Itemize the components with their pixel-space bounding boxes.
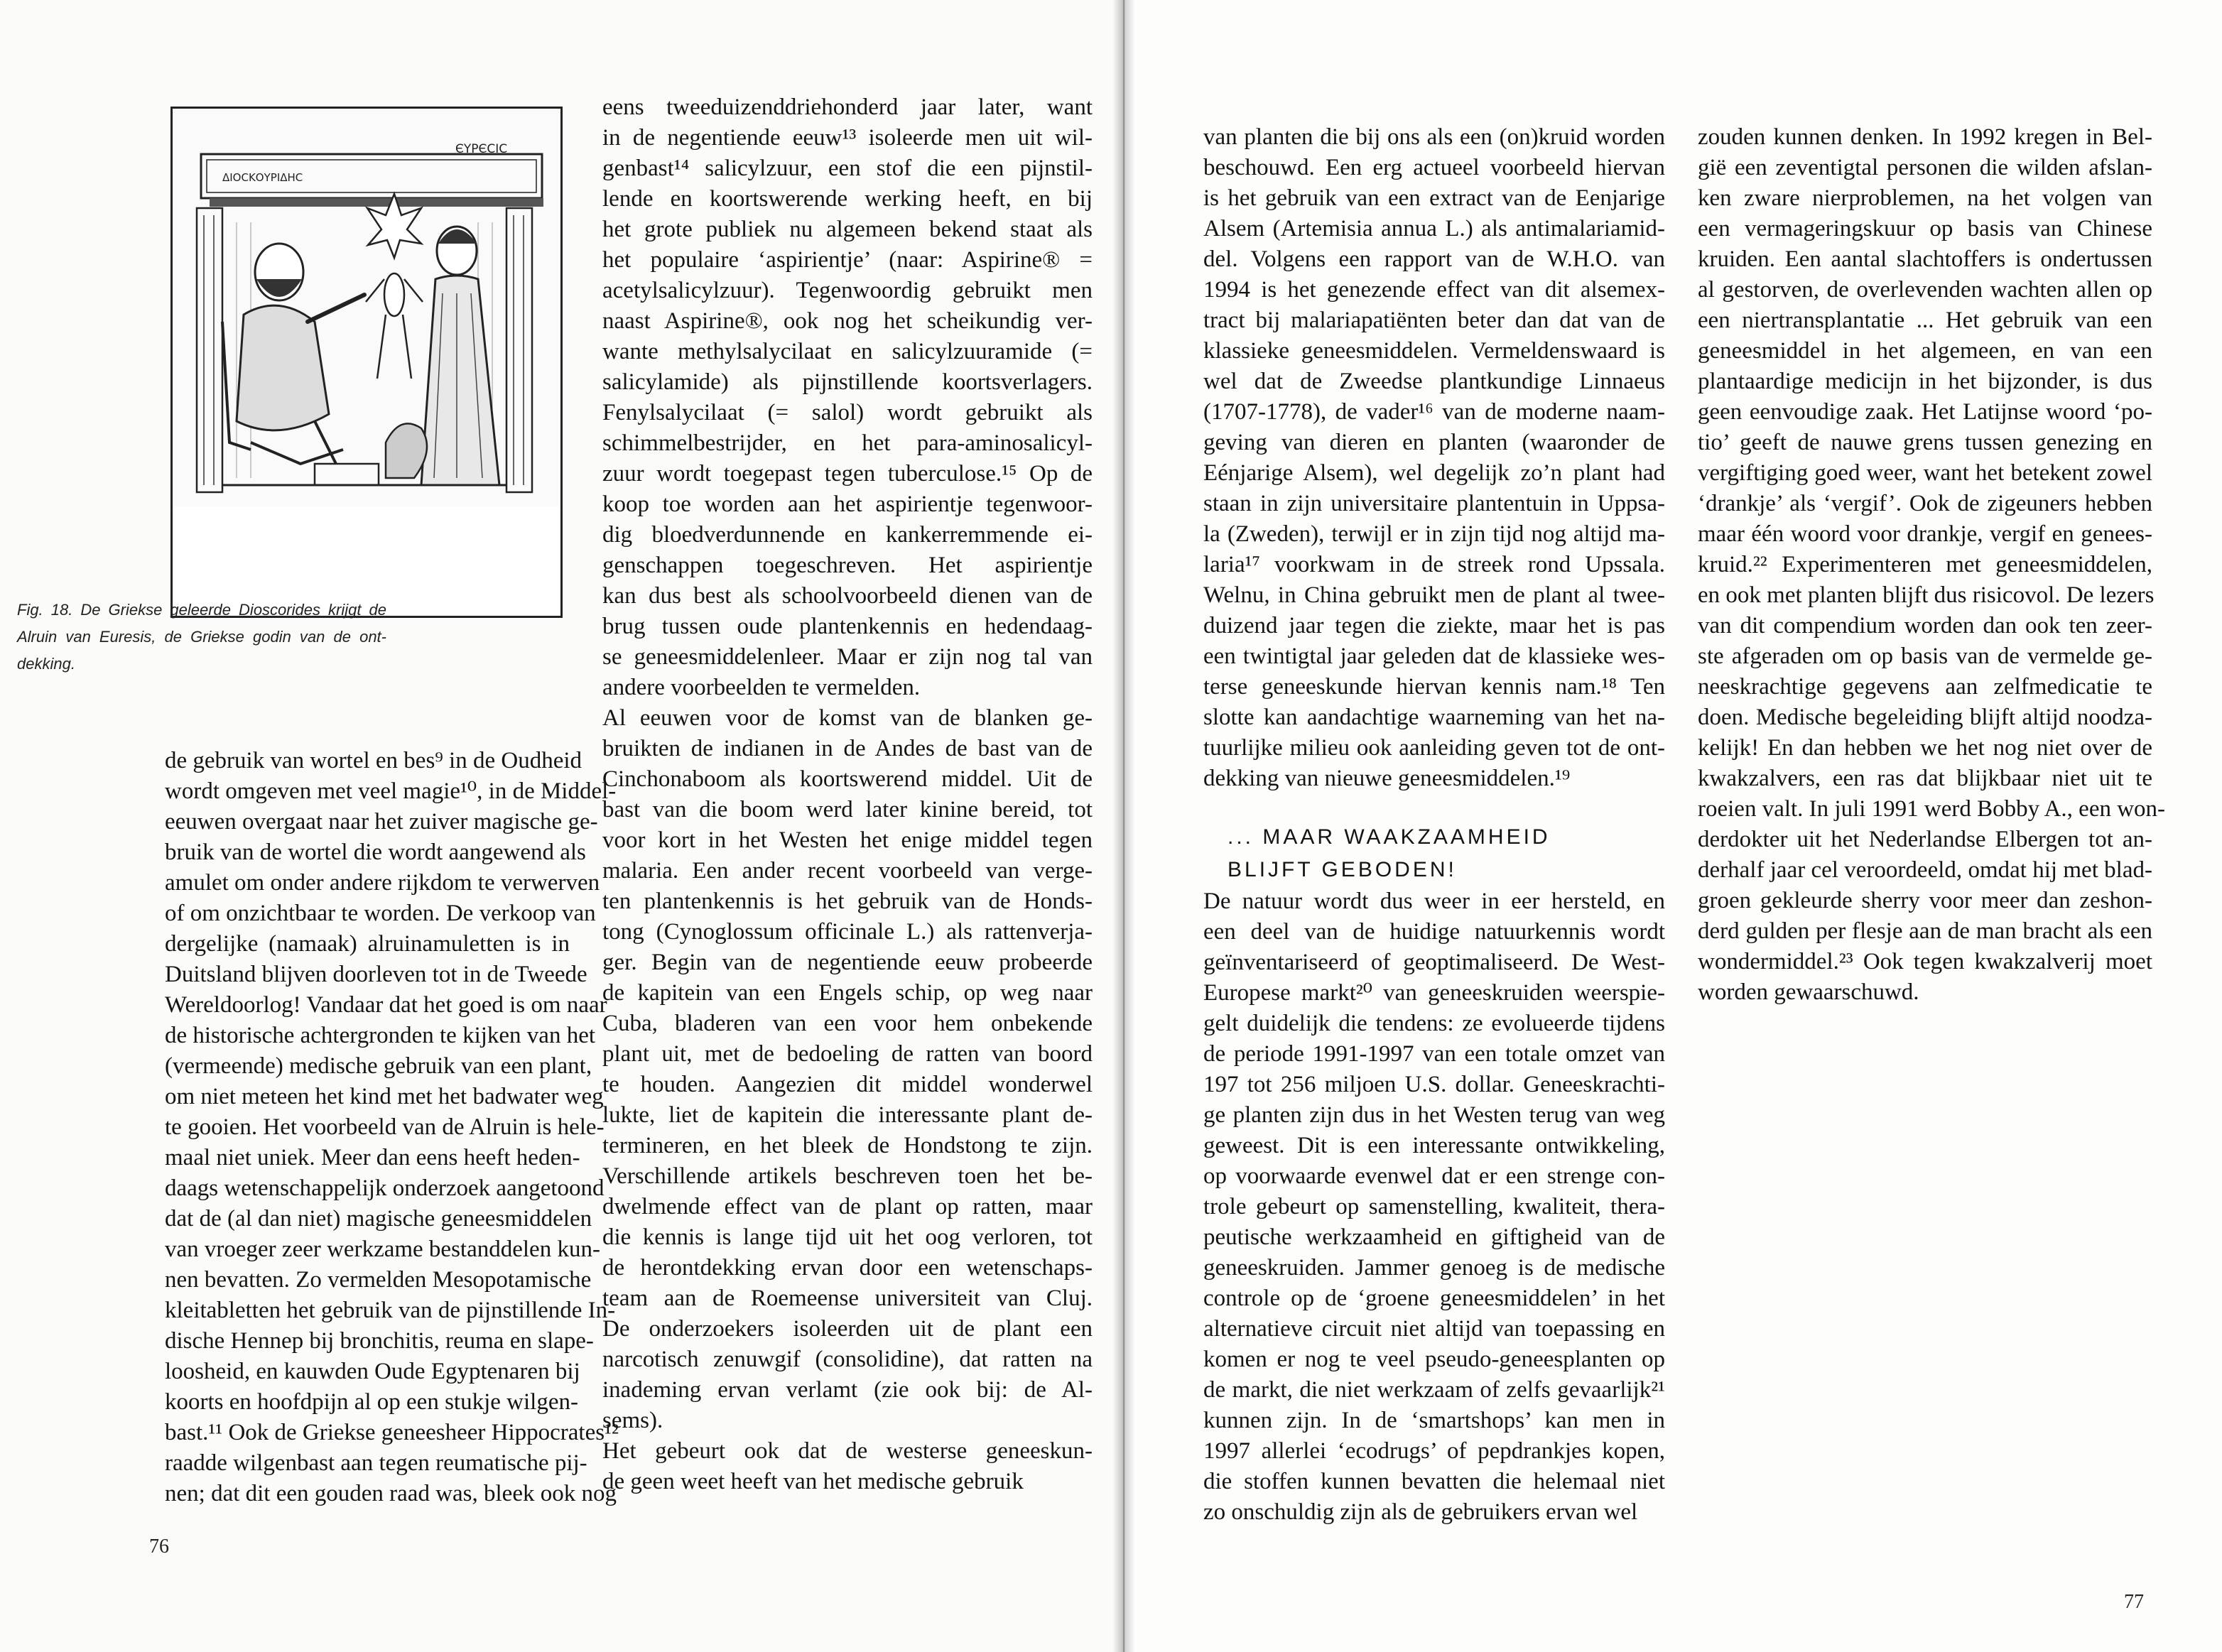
text-line: dig bloedverdunnende en kankerremmende ei- xyxy=(602,522,1093,548)
section-heading xyxy=(1203,821,1665,886)
text-line: Wereldoorlog! Vandaar dat het goed is om naar xyxy=(165,992,607,1018)
text-line: kelijk! En dan hebben we het nog niet over de xyxy=(1698,735,2152,761)
text-line: ger. Begin van de negentiende eeuw probeerde xyxy=(602,950,1093,975)
text-line: ge planten zijn dus in het Westen terug van weg xyxy=(1203,1102,1665,1128)
text-line: te houden. Aangezien dit middel wonderwel xyxy=(602,1072,1093,1097)
text-line: Cinchonaboom als koortswerend middel. Uit de xyxy=(602,766,1093,792)
text-line: nen bevatten. Zo vermelden Mesopotamische xyxy=(165,1267,592,1293)
text-line: een deel van de huidige natuurkennis wordt xyxy=(1203,919,1665,945)
text-line: kruid.²² Experimenteren met geneesmiddelen, xyxy=(1698,552,2152,577)
text-line: is het gebruik van een extract van de Eenjarige xyxy=(1203,185,1665,211)
text-line: controle op de ‘groene geneesmiddelen’ in het xyxy=(1203,1286,1665,1311)
inscription-dioscorides: ΔΙΟCΚΟΥΡΙΔΗC xyxy=(222,171,303,184)
text-line: De onderzoekers isoleerden uit de plant een xyxy=(602,1316,1093,1342)
text-line: bast van die boom werd later kinine bereid, tot xyxy=(602,797,1093,822)
text-line: ‘drankje’ als ‘vergif’. Ook de zigeuners hebben xyxy=(1698,491,2152,516)
text-line: 197 tot 256 miljoen U.S. dollar. Geneeskrachti- xyxy=(1203,1072,1665,1097)
text-line: koorts en hoofdpijn al op een stukje wilgen- xyxy=(165,1389,578,1415)
caption-line: dekking. xyxy=(17,655,75,673)
engraving-illustration xyxy=(173,109,560,506)
text-line: te gooien. Het voorbeeld van de Alruin is hele- xyxy=(165,1114,605,1140)
text-line: genschappen toegeschreven. Het aspirientje xyxy=(602,553,1093,578)
page-number: 77 xyxy=(2124,1591,2144,1613)
text-line: vergiftiging goed weer, want het betekent zowel xyxy=(1698,460,2152,486)
right-column-text xyxy=(1698,122,2166,1008)
text-line: Welnu, in China gebruikt men de plant al twee- xyxy=(1203,582,1665,608)
text-line: om niet meteen het kind met het badwater weg xyxy=(165,1084,604,1109)
text-line: inademing ervan verlamt (zie ook bij: de Al- xyxy=(602,1377,1093,1403)
text-line: wante methylsalycilaat en salicylzuuramide (= xyxy=(602,339,1093,364)
text-line: bruikten de indianen in de Andes de bast van de xyxy=(602,736,1093,761)
text-line: de periode 1991-1997 van een totale omzet van xyxy=(1203,1041,1665,1067)
text-line: het grote publiek nu algemeen bekend staat als xyxy=(602,217,1093,242)
text-line: kunnen zijn. In de ‘smartshops’ kan men in xyxy=(1203,1408,1665,1433)
text-line: een niertransplantatie ... Het gebruik van een xyxy=(1698,308,2152,333)
text-line: slotte kan aandachtige waarneming van het na- xyxy=(1203,705,1665,730)
caption-line: Alruin van Euresis, de Griekse godin van de ont- xyxy=(17,628,386,646)
text-line: de herontdekking ervan door een wetenschaps- xyxy=(602,1255,1093,1281)
text-line: andere voorbeelden te vermelden. xyxy=(602,675,921,700)
text-line: eens tweeduizenddriehonderd jaar later, want xyxy=(602,94,1093,120)
right-page xyxy=(1124,0,2222,1652)
text-line: een twintigtal jaar geleden dat de klassieke wes- xyxy=(1203,643,1665,669)
text-line: zouden kunnen denken. In 1992 kregen in Bel- xyxy=(1698,124,2152,150)
text-line: derdokter uit het Nederlandse Elbergen tot an- xyxy=(1698,827,2152,852)
right-column-text xyxy=(602,92,1093,1497)
text-line: groen gekleurde sherry voor meer dan zeshon- xyxy=(1698,888,2152,913)
text-line: lukte, liet de kapitein die interessante plant de- xyxy=(602,1102,1093,1128)
text-line: gelt duidelijk die tendens: ze evolueerde tijdens xyxy=(1203,1011,1665,1036)
text-line: tong (Cynoglossum officinale L.) als rattenverja- xyxy=(602,919,1093,945)
text-line: het populaire ‘aspirientje’ (naar: Aspirine® = xyxy=(602,247,1093,273)
text-line: kan dus best als schoolvoorbeeld dienen van de xyxy=(602,583,1093,609)
text-line: Fenylsalycilaat (= salol) wordt gebruikt als xyxy=(602,400,1093,425)
text-line: van planten die bij ons als een (on)kruid worden xyxy=(1203,124,1665,150)
text-line: geen eenvoudige zaak. Het Latijnse woord ‘po- xyxy=(1698,399,2152,425)
text-line: kleitabletten het gebruik van de pijnstillende In- xyxy=(165,1298,616,1323)
text-line: wondermiddel.²³ Ook tegen kwakzalverij moet xyxy=(1698,949,2152,974)
text-line: Eénjarige Alsem), wel degelijk zo’n plant had xyxy=(1203,460,1665,486)
section-heading-line: ... MAAR WAAKZAAMHEID xyxy=(1227,825,1551,849)
caption-line: Fig. 18. De Griekse geleerde Dioscorides krijgt de xyxy=(17,601,386,619)
text-line: ten plantenkennis is het gebruik van de Honds- xyxy=(602,889,1093,914)
text-line: op voorwaarde evenwel dat er een strenge con- xyxy=(1203,1163,1665,1189)
left-column-text xyxy=(1203,122,1665,1528)
text-line: terse geneeskunde hiervan kennis nam.¹⁸ Ten xyxy=(1203,674,1665,700)
text-line: die stoffen kunnen bevatten die helemaal niet xyxy=(1203,1469,1665,1494)
text-line: in de negentiende eeuw¹³ isoleerde men uit wil- xyxy=(602,125,1093,151)
text-line: malaria. Een ander recent voorbeeld van verge- xyxy=(602,858,1093,884)
text-line: Cuba, bladeren van een voor hem onbekende xyxy=(602,1011,1093,1036)
text-line: beschouwd. Een erg actueel voorbeeld hiervan xyxy=(1203,155,1665,180)
text-line: staan in zijn universitaire plantentuin in Uppsa- xyxy=(1203,491,1665,516)
text-line: de kapitein van een Engels schip, op weg naar xyxy=(602,980,1093,1006)
text-line: alternatieve circuit niet altijd van toepassing en xyxy=(1203,1316,1665,1342)
text-line: Duitsland blijven doorleven tot in de Tweede xyxy=(165,962,587,987)
text-line: 1997 allerlei ‘ecodrugs’ of pepdrankjes kopen, xyxy=(1203,1438,1665,1464)
text-line: peutische werkzaamheid en giftigheid van de xyxy=(1203,1224,1665,1250)
text-line: Het gebeurt ook dat de westerse geneeskun- xyxy=(602,1438,1093,1464)
text-line: maar één woord voor drankje, vergif en genees- xyxy=(1698,521,2152,547)
text-line: derd gulden per flesje aan de man bracht als een xyxy=(1698,918,2152,944)
text-line: die kennis is lange tijd uit het oog verloren, tot xyxy=(602,1224,1093,1250)
text-line: (vermeende) medische gebruik van een plant, xyxy=(165,1053,592,1079)
text-line: schimmelbestrijder, en het para-aminosalicyl- xyxy=(602,430,1093,456)
text-line: tract bij malariapatiënten beter dan dat van de xyxy=(1203,308,1665,333)
text-line: de markt, die niet werkzaam of zelfs gevaarlijk²¹ xyxy=(1203,1377,1665,1403)
text-line: ken zware nierproblemen, na het volgen van xyxy=(1698,185,2152,211)
text-line: daags wetenschappelijk onderzoek aangetoond xyxy=(165,1175,605,1201)
text-line: narcotisch zenuwgif (consolidine), dat ratten na xyxy=(602,1347,1093,1372)
text-line: kruiden. Een aantal slachtoffers is ondertussen xyxy=(1698,246,2152,272)
text-line: geïnventariseerd of geoptimaliseerd. De West- xyxy=(1203,950,1665,975)
text-line: tio’ geeft de nauwe grens tussen genezing en xyxy=(1698,430,2152,455)
text-line: se geneesmiddelenleer. Maar er zijn nog tal van xyxy=(602,644,1093,670)
text-line: (1707-1778), de vader¹⁶ van de moderne naam- xyxy=(1203,399,1665,425)
section-heading-line: BLIJFT GEBODEN! xyxy=(1227,858,1457,881)
text-line: komen er nog te veel pseudo-geneesplanten op xyxy=(1203,1347,1665,1372)
text-line: wel dat de Zweedse plantkundige Linnaeus xyxy=(1203,369,1665,394)
text-line: wordt omgeven met veel magie¹⁰, in de Middel- xyxy=(165,778,617,804)
page-number: 76 xyxy=(149,1536,169,1558)
text-line: geneesmiddel in het algemeen, en van een xyxy=(1698,338,2152,364)
text-line: of om onzichtbaar te worden. De verkoop van xyxy=(165,901,596,926)
text-line: worden gewaarschuwd. xyxy=(1698,979,1919,1005)
text-line: team aan de Roemeense universiteit van Cluj. xyxy=(602,1286,1093,1311)
text-line: maal niet uniek. Meer dan eens heeft heden- xyxy=(165,1145,580,1170)
text-line: Europese markt²⁰ van geneeskruiden weerspie- xyxy=(1203,980,1665,1006)
text-line: Alsem (Artemisia annua L.) als antimalariamid- xyxy=(1203,216,1665,241)
text-line: De natuur wordt dus weer in eer hersteld, en xyxy=(1203,889,1665,914)
text-line: plantaardige medicijn in het bijzonder, is dus xyxy=(1698,369,2152,394)
text-line: lende en koortswerende werking heeft, en bij xyxy=(602,186,1093,212)
text-line: dwelmende effect van de plant op ratten, maar xyxy=(602,1194,1093,1219)
text-line: ste afgeraden om op basis van de vermelde ge- xyxy=(1698,643,2152,669)
text-line: amulet om onder andere rijkdom te verwerven xyxy=(165,870,600,896)
figure-caption xyxy=(17,597,386,678)
text-line: naast Aspirine®, ook nog het scheikundig ver- xyxy=(602,308,1093,334)
text-line: raadde wilgenbast aan tegen reumatische pij- xyxy=(165,1450,587,1476)
text-line: eeuwen overgaat naar het zuiver magische ge- xyxy=(165,809,598,835)
text-line: dergelijke (namaak) alruinamuletten is in xyxy=(165,931,570,957)
text-line: duizend jaar tegen die ziekte, maar het is pas xyxy=(1203,613,1665,638)
book-spine-shadow xyxy=(1112,0,1135,1652)
text-line: bruik van de wortel die wordt aangewend als xyxy=(165,839,586,865)
text-line: Verschillende artikels beschreven toen het be- xyxy=(602,1163,1093,1189)
text-line: klassieke geneesmiddelen. Vermeldenswaard is xyxy=(1203,338,1665,364)
text-line: en ook met planten blijft dus risicovol. De lezers xyxy=(1698,582,2155,608)
text-line: de historische achtergronden te kijken van het xyxy=(165,1023,596,1048)
text-line: del. Volgens een rapport van de W.H.O. van xyxy=(1203,246,1665,272)
text-line: derhalf jaar cel veroordeeld, omdat hij met blad- xyxy=(1698,857,2152,883)
text-line: de geen weet heeft van het medische gebruik xyxy=(602,1469,1024,1494)
text-line: tuurlijke milieu ook aanleiding geven tot de ont- xyxy=(1203,735,1665,761)
text-line: nen; dat dit een gouden raad was, bleek ook nog xyxy=(165,1481,617,1506)
text-line: doen. Medische begeleiding blijft altijd noodza- xyxy=(1698,705,2152,730)
text-line: al gestorven, de overlevenden wachten allen op xyxy=(1698,277,2152,303)
left-column-text xyxy=(165,746,619,1509)
text-line: geneeskruiden. Jammer genoeg is de medische xyxy=(1203,1255,1665,1281)
text-line: een vermageringskuur op basis van Chinese xyxy=(1698,216,2152,241)
text-line: geving van dieren en planten (waaronder de xyxy=(1203,430,1665,455)
text-line: zo onschuldig zijn als de gebruikers ervan wel xyxy=(1203,1499,1638,1525)
text-line: 1994 is het genezende effect van dit alsemex- xyxy=(1203,277,1665,303)
text-line: neeskrachtige gegevens aan zelfmedicatie te xyxy=(1698,674,2152,700)
text-line: dat de (al dan niet) magische geneesmiddelen xyxy=(165,1206,592,1232)
text-line: geweest. Dit is een interessante ontwikkeling, xyxy=(1203,1133,1665,1158)
text-line: gië een zeventigtal personen die wilden afslan- xyxy=(1698,155,2152,180)
figure-dioscorides-engraving xyxy=(170,107,563,618)
text-line: brug tussen oude plantenkennis en hedendaag- xyxy=(602,614,1093,639)
paragraph-block xyxy=(1203,886,1665,1528)
text-line: acetylsalicylzuur). Tegenwoordig gebruikt men xyxy=(602,278,1093,303)
text-line: dekking van nieuwe geneesmiddelen.¹⁹ xyxy=(1203,766,1571,791)
text-line: van vroeger zeer werkzame bestanddelen kun- xyxy=(165,1237,600,1262)
text-line: sems). xyxy=(602,1408,663,1433)
text-line: kwakzalvers, een ras dat blijkbaar niet uit te xyxy=(1698,766,2152,791)
inscription-euresis: ЄΥΡЄCIC xyxy=(455,142,508,156)
text-line: trole gebeurt op samenstelling, kwaliteit, thera- xyxy=(1203,1194,1665,1219)
text-line: dische Hennep bij bronchitis, reuma en slape- xyxy=(165,1328,594,1354)
text-line: bast.¹¹ Ook de Griekse geneesheer Hippocrates¹² xyxy=(165,1420,619,1445)
text-line: Al eeuwen voor de komst van de blanken ge- xyxy=(602,705,1093,731)
text-line: van dit compendium worden dan ook ten zeer- xyxy=(1698,613,2152,638)
text-line: loosheid, en kauwden Oude Egyptenaren bij xyxy=(165,1359,580,1384)
text-line: la (Zweden), terwijl er in zijn tijd nog altijd ma- xyxy=(1203,521,1665,547)
text-line: plant uit, met de bedoeling de ratten van boord xyxy=(602,1041,1093,1067)
text-line: roeien valt. In juli 1991 werd Bobby A., een won- xyxy=(1698,796,2166,822)
text-line: salicylamide) als pijnstillende koortsverlagers. xyxy=(602,369,1093,395)
text-line: koop toe worden aan het aspirientje tegenwoor- xyxy=(602,491,1093,517)
text-line: laria¹⁷ voorkwam in de streek rond Upssala. xyxy=(1203,552,1665,577)
text-line: genbast¹⁴ salicylzuur, een stof die een pijnstil- xyxy=(602,156,1093,181)
text-line: termineren, en het bleek de Hondstong te zijn. xyxy=(602,1133,1093,1158)
text-line: de gebruik van wortel en bes⁹ in de Oudheid xyxy=(165,748,582,773)
text-line: voor kort in het Westen het enige middel tegen xyxy=(602,827,1093,853)
text-line: zuur wordt toegepast tegen tuberculose.¹⁵ Op de xyxy=(602,461,1093,487)
paragraph-block xyxy=(1203,122,1665,794)
